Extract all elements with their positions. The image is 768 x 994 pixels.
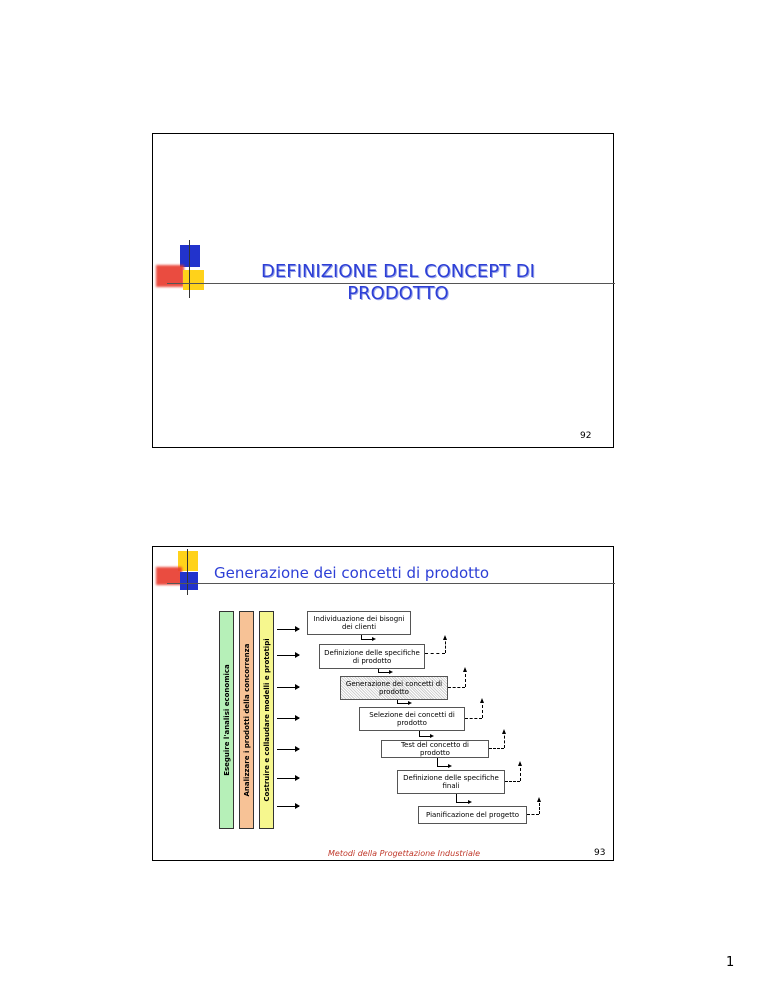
slide-1 xyxy=(152,133,614,448)
slide-2 xyxy=(152,546,614,861)
step-label: Definizione delle specifiche finali xyxy=(403,774,499,790)
phase-arrow xyxy=(277,687,299,688)
slide-1-number: 92 xyxy=(580,431,592,441)
step-connector xyxy=(456,794,457,802)
bar-analisi-economica xyxy=(219,611,234,829)
step-label: Individuazione dei bisogni dei clienti xyxy=(313,615,405,631)
decor-vertical-line xyxy=(189,240,190,298)
step-label: Test del concetto di prodotto xyxy=(400,741,470,757)
feedback-loop xyxy=(448,687,465,688)
step-label: Selezione dei concetti di prodotto xyxy=(369,711,455,727)
bar-analisi-concorrenza xyxy=(239,611,254,829)
bar-analisi-economica-label: Eseguire l'analisi economica xyxy=(222,664,231,776)
step-connector-head xyxy=(372,637,376,641)
step-box xyxy=(307,611,411,635)
step-connector-head xyxy=(430,734,434,738)
feedback-loop-head xyxy=(463,667,467,672)
phase-arrow xyxy=(277,629,299,630)
phase-arrow xyxy=(277,749,299,750)
step-label: Definizione delle specifiche di prodotto xyxy=(324,648,420,665)
title-underline xyxy=(167,583,615,584)
step-label: Generazione dei concetti di prodotto xyxy=(345,680,443,696)
feedback-loop-head xyxy=(537,797,541,802)
step-box xyxy=(418,806,527,824)
decor-blue-square xyxy=(180,245,200,267)
step-connector-head xyxy=(408,701,412,705)
feedback-loop-head xyxy=(443,635,447,640)
feedback-loop-head xyxy=(480,698,484,703)
decor-blue-square xyxy=(180,572,198,590)
step-box xyxy=(397,770,505,794)
feedback-loop xyxy=(489,748,504,749)
phase-arrow xyxy=(277,778,299,779)
step-label: Pianificazione del progetto xyxy=(426,811,519,819)
phase-arrow xyxy=(277,806,299,807)
phase-arrow xyxy=(277,718,299,719)
feedback-loop xyxy=(425,653,445,654)
step-connector-head xyxy=(389,670,393,674)
feedback-loop xyxy=(527,814,539,815)
bar-modelli-prototipi xyxy=(259,611,274,829)
phase-arrow xyxy=(277,655,299,656)
feedback-loop-head xyxy=(518,761,522,766)
slide-2-number: 93 xyxy=(594,848,606,858)
step-connector-head xyxy=(448,764,452,768)
step-box xyxy=(359,707,465,731)
decor-yellow-square xyxy=(183,270,204,290)
step-box xyxy=(381,740,489,758)
step-box-active xyxy=(340,676,448,700)
step-connector xyxy=(437,758,438,766)
step-connector-head xyxy=(468,800,472,804)
feedback-loop xyxy=(505,781,520,782)
bar-modelli-prototipi-label: Costruire e collaudare modelli e prototipi xyxy=(262,638,271,802)
slide-2-title: Generazione dei concetti di prodotto xyxy=(214,564,490,582)
feedback-loop xyxy=(465,718,482,719)
bar-analisi-concorrenza-label: Analizzare i prodotti della concorrenza xyxy=(242,643,251,797)
feedback-loop-head xyxy=(502,729,506,734)
step-box xyxy=(319,644,425,669)
slide-1-title xyxy=(213,261,583,305)
slide-1-title-line-2: PRODOTTO xyxy=(347,283,449,304)
page-number: 1 xyxy=(726,955,735,970)
slide-1-title-line-1: DEFINIZIONE DEL CONCEPT DI xyxy=(261,261,535,282)
course-footer: Metodi della Progettazione Industriale xyxy=(328,849,481,858)
decor-vertical-line xyxy=(187,549,188,595)
